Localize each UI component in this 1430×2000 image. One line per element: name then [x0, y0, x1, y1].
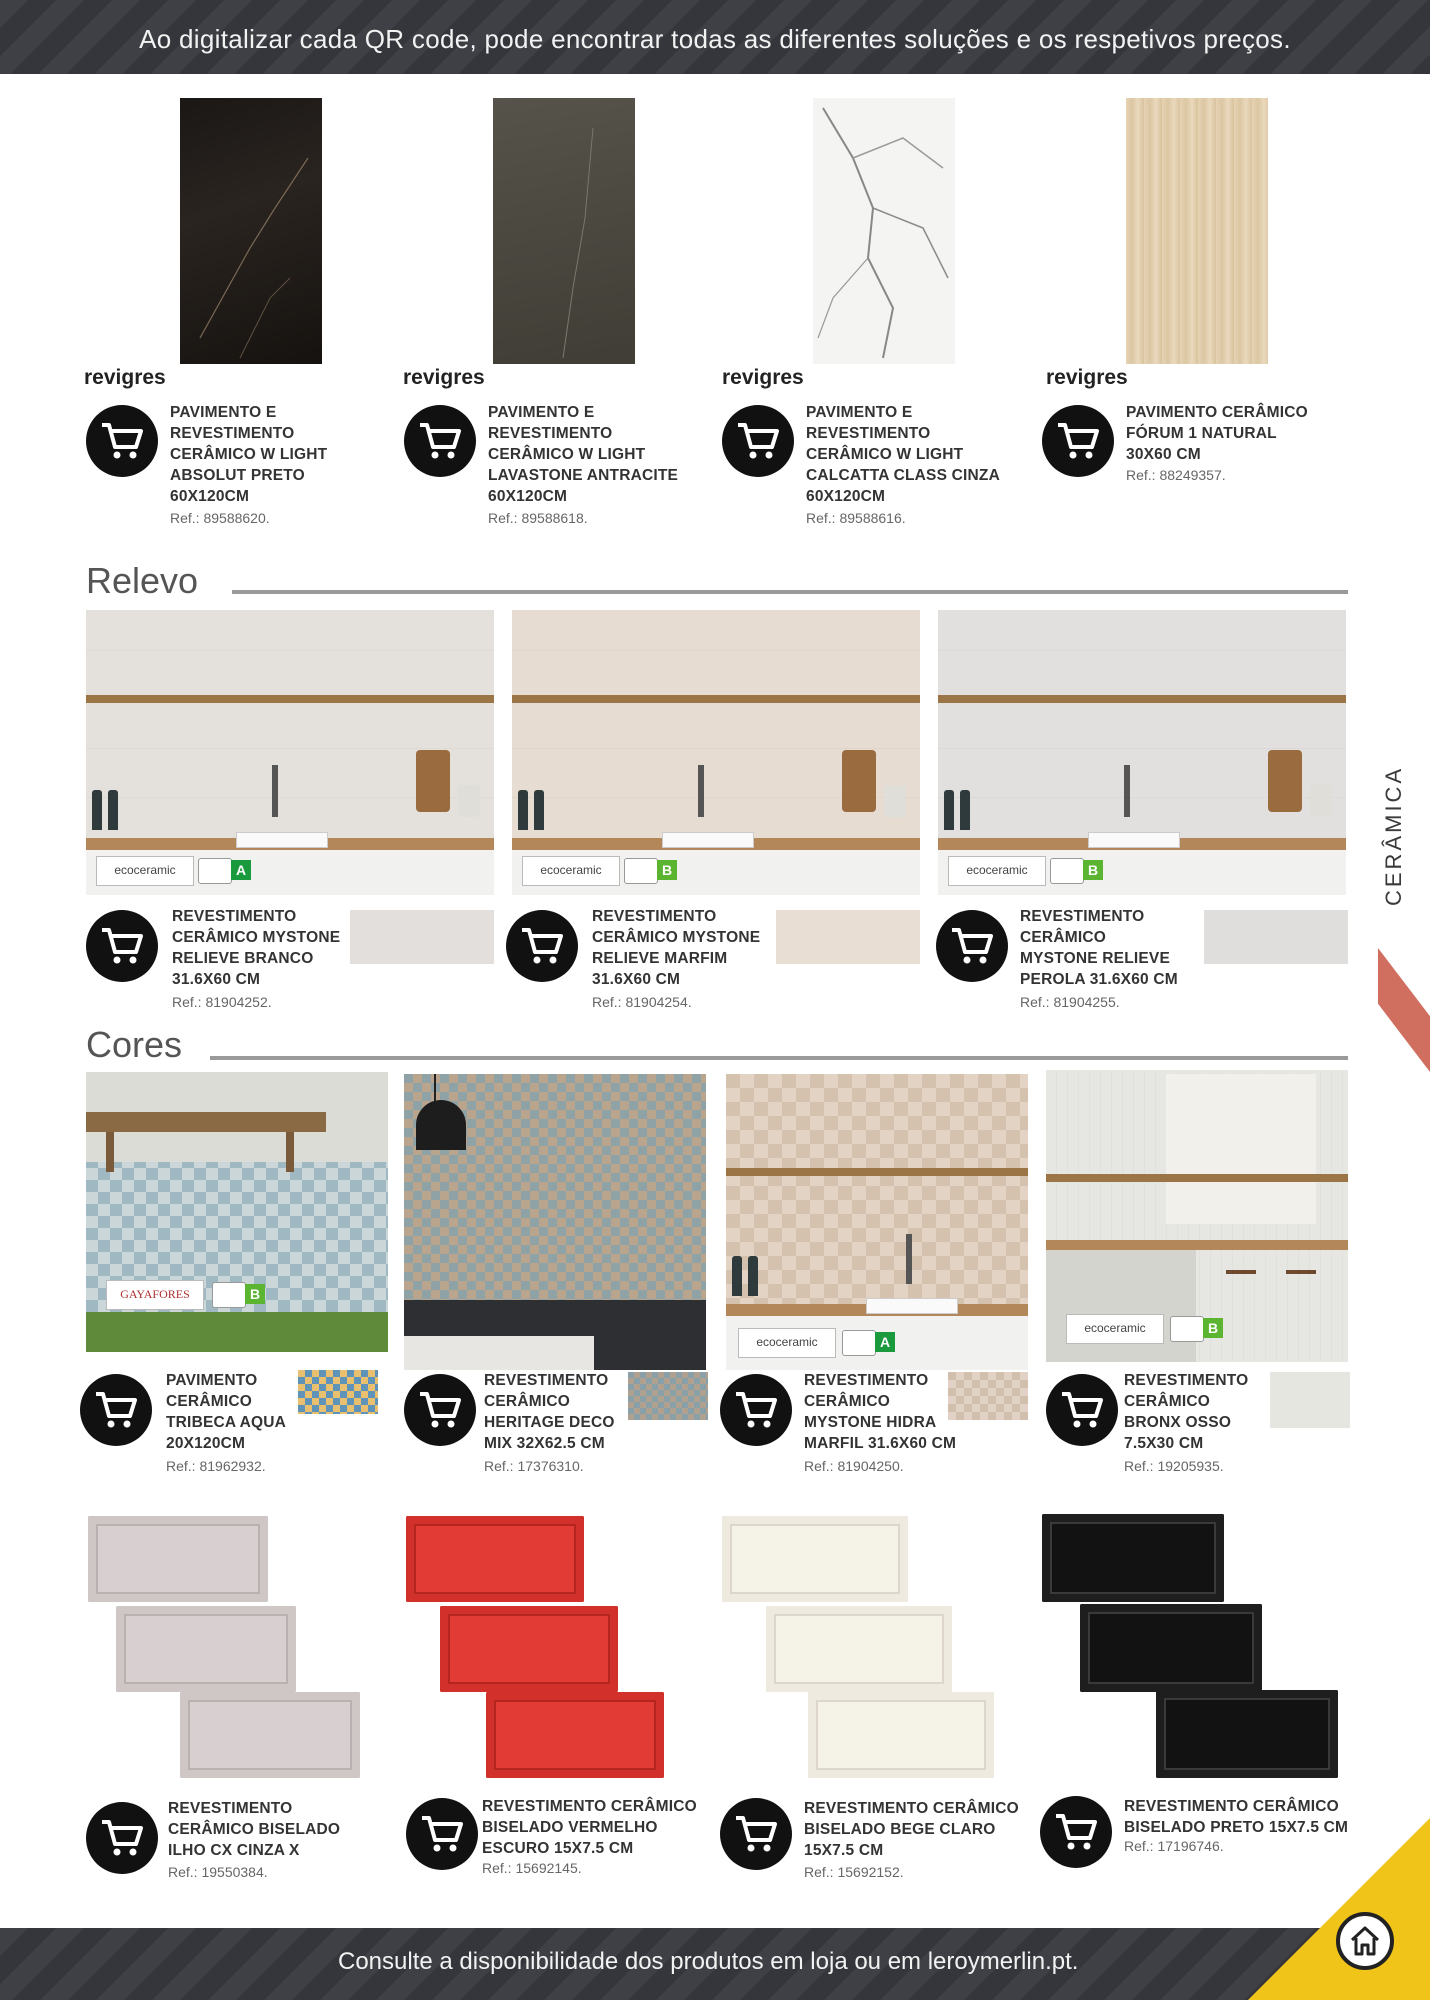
energy-grade-6: B: [1203, 1318, 1223, 1338]
brand-logo-3: revigres: [722, 366, 804, 389]
energy-label-2: [624, 858, 673, 884]
footer-banner: [0, 1928, 1430, 2000]
cart-button-6[interactable]: [506, 910, 578, 982]
product-title-8: PAVIMENTO CERÂMICO TRIBECA AQUA 20X120CM: [166, 1372, 287, 1452]
cart-button-1[interactable]: [86, 405, 158, 477]
eco-label-hidra: ecoceramic: [738, 1328, 836, 1358]
header-text: Ao digitalizar cada QR code, pode encontrar todas as diferentes soluções e os respetivos preços.: [139, 24, 1291, 54]
eco-label-2: ecoceramic: [522, 856, 620, 886]
cart-icon: [1056, 421, 1100, 461]
product-title-1: PAVIMENTO E REVESTIMENTO CERÂMICO W LIGHT ABSOLUT PRETO 60X120CM: [170, 404, 328, 505]
product-title-6: REVESTIMENTO CERÂMICO MYSTONE RELIEVE MARFIM 31.6X60 CM: [592, 908, 761, 988]
cart-button-2[interactable]: [404, 405, 476, 477]
eco-label-3: ecoceramic: [948, 856, 1046, 886]
cart-icon: [100, 926, 144, 966]
product-title-15: REVESTIMENTO CERÂMICO BISELADO PRETO 15X7.5 CM: [1124, 1798, 1349, 1836]
product-ref-7: Ref.: 81904255.: [1020, 994, 1120, 1010]
swatch-branco: [350, 910, 494, 964]
cart-icon: [734, 1390, 778, 1430]
cart-button-8[interactable]: [80, 1374, 152, 1446]
product-ref-5: Ref.: 81904252.: [172, 994, 272, 1010]
eco-label-1: ecoceramic: [96, 856, 194, 886]
product-ref-1: Ref.: 89588620.: [170, 510, 270, 526]
energy-grade-5: A: [875, 1332, 895, 1352]
energy-label-5: [842, 1330, 891, 1356]
kitchen-image-hidra: [726, 1074, 1028, 1370]
home-icon: [1348, 1924, 1382, 1958]
heritage-deco-image: [404, 1074, 706, 1370]
cart-icon: [520, 926, 564, 966]
cart-button-14[interactable]: [720, 1798, 792, 1870]
corner-accent: [1248, 1818, 1430, 2000]
product-title-3: PAVIMENTO E REVESTIMENTO CERÂMICO W LIGHT CALCATTA CLASS CINZA 60X120CM: [806, 404, 1000, 505]
section-title-relevo: Relevo: [86, 560, 199, 601]
energy-label-4: [212, 1282, 261, 1308]
cart-icon: [418, 421, 462, 461]
cart-button-15[interactable]: [1040, 1796, 1112, 1868]
tile-calcatta-image: [813, 98, 955, 364]
tile-forum-natural-image: [1126, 98, 1268, 364]
product-ref-10: Ref.: 81904250.: [804, 1458, 904, 1474]
product-ref-6: Ref.: 81904254.: [592, 994, 692, 1010]
cart-icon: [734, 1814, 778, 1854]
product-title-14: REVESTIMENTO CERÂMICO BISELADO BEGE CLARO 15X7.5 CM: [804, 1800, 1019, 1859]
energy-label-6: [1170, 1316, 1219, 1342]
brand-logo-2: revigres: [403, 366, 485, 389]
footer-text: Consulte a disponibilidade dos produtos em loja ou em leroymerlin.pt.: [338, 1948, 1079, 1975]
kitchen-image-perola: [938, 610, 1346, 895]
cart-icon: [100, 421, 144, 461]
product-ref-8: Ref.: 81962932.: [166, 1458, 266, 1474]
cart-icon: [1054, 1812, 1098, 1852]
cart-button-9[interactable]: [404, 1374, 476, 1446]
header-banner: [0, 0, 1430, 74]
outdoor-patio-image: [86, 1072, 388, 1352]
cart-button-3[interactable]: [722, 405, 794, 477]
cart-button-4[interactable]: [1042, 405, 1114, 477]
swatch-hidra: [948, 1372, 1028, 1420]
cart-icon: [1060, 1390, 1104, 1430]
swatch-tribeca: [298, 1370, 378, 1414]
cart-button-5[interactable]: [86, 910, 158, 982]
product-title-10: REVESTIMENTO CERÂMICO MYSTONE HIDRA MARFIL 31.6X60 CM: [804, 1372, 957, 1452]
cart-button-7[interactable]: [936, 910, 1008, 982]
product-title-12: REVESTIMENTO CERÂMICO BISELADO ILHO CX CINZA X: [168, 1800, 341, 1859]
product-ref-11: Ref.: 19205935.: [1124, 1458, 1224, 1474]
product-ref-14: Ref.: 15692152.: [804, 1864, 904, 1880]
product-ref-4: Ref.: 88249357.: [1126, 467, 1226, 483]
product-title-9: REVESTIMENTO CERÂMICO HERITAGE DECO MIX 32X62.5 CM: [484, 1372, 615, 1452]
section-rule-cores: [210, 1056, 1348, 1060]
product-title-13: REVESTIMENTO CERÂMICO BISELADO VERMELHO ESCURO 15X7.5 CM: [482, 1798, 697, 1857]
energy-label-1: [198, 858, 247, 884]
cart-icon: [950, 926, 994, 966]
side-tab-marker: [1378, 948, 1430, 1072]
product-ref-9: Ref.: 17376310.: [484, 1458, 584, 1474]
product-title-7: REVESTIMENTO CERÂMICO MYSTONE RELIEVE PEROLA 31.6X60 CM: [1020, 908, 1178, 988]
brand-logo-1: revigres: [84, 366, 166, 389]
cart-icon: [420, 1814, 464, 1854]
product-title-11: REVESTIMENTO CERÂMICO BRONX OSSO 7.5X30 CM: [1124, 1372, 1249, 1452]
product-ref-15: Ref.: 17196746.: [1124, 1838, 1224, 1854]
product-ref-3: Ref.: 89588616.: [806, 510, 906, 526]
cart-button-11[interactable]: [1046, 1374, 1118, 1446]
swatch-marfim: [776, 910, 920, 964]
kitchen-image-marfim: [512, 610, 920, 895]
brand-logo-4: revigres: [1046, 366, 1128, 389]
cart-icon: [418, 1390, 462, 1430]
cart-button-10[interactable]: [720, 1374, 792, 1446]
cart-button-13[interactable]: [406, 1798, 478, 1870]
product-title-5: REVESTIMENTO CERÂMICO MYSTONE RELIEVE BRANCO 31.6X60 CM: [172, 908, 341, 988]
eco-label-bronx: ecoceramic: [1066, 1314, 1164, 1344]
home-button[interactable]: [1336, 1912, 1394, 1970]
product-ref-2: Ref.: 89588618.: [488, 510, 588, 526]
energy-grade-2: B: [657, 860, 677, 880]
side-label-text: CERÂMICA: [1381, 765, 1406, 906]
cart-button-12[interactable]: [86, 1802, 158, 1874]
product-ref-12: Ref.: 19550384.: [168, 1864, 268, 1880]
swatch-bronx: [1270, 1372, 1350, 1428]
eco-label-gayafores: GAYAFORES: [106, 1280, 204, 1310]
kitchen-image-branco: [86, 610, 494, 895]
product-title-2: PAVIMENTO E REVESTIMENTO CERÂMICO W LIGHT LAVASTONE ANTRACITE 60X120CM: [488, 404, 679, 505]
cart-icon: [94, 1390, 138, 1430]
section-side-label: [1374, 765, 1414, 908]
cart-icon: [100, 1818, 144, 1858]
cart-icon: [736, 421, 780, 461]
energy-grade-4: B: [245, 1284, 265, 1304]
section-title-cores: Cores: [86, 1024, 183, 1065]
tile-absolut-preto-image: [180, 98, 322, 364]
energy-label-3: [1050, 858, 1099, 884]
swatch-perola: [1204, 910, 1348, 964]
swatch-heritage: [628, 1372, 708, 1420]
tile-lavastone-image: [493, 98, 635, 364]
energy-grade-3: B: [1083, 860, 1103, 880]
product-ref-13: Ref.: 15692145.: [482, 1860, 582, 1876]
energy-grade-1: A: [231, 860, 251, 880]
product-title-4: PAVIMENTO CERÂMICO FÓRUM 1 NATURAL 30X60 CM: [1126, 404, 1308, 463]
section-rule-relevo: [232, 590, 1348, 594]
